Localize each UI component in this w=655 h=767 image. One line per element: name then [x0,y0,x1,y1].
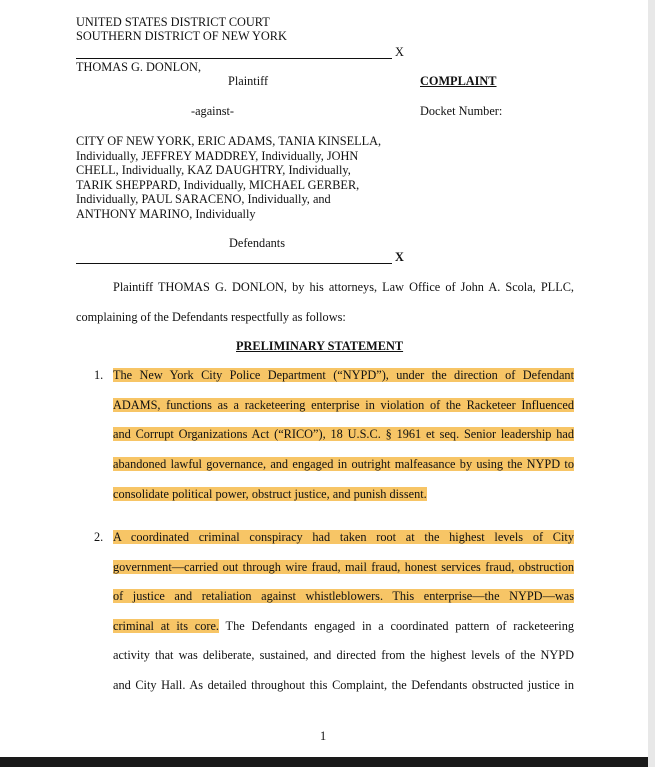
caption-bottom-rule [76,263,392,264]
highlighted-text: A coordinated criminal conspiracy had taken root at the highest levels of City [113,530,574,544]
highlighted-text: ADAMS, functions as a racketeering enterprise in violation of the Racketeer Influenced [113,398,574,412]
court-name-line1: UNITED STATES DISTRICT COURT [76,15,270,29]
intro-line2: complaining of the Defendants respectfully as follows: [76,310,346,324]
paragraph-line [113,529,574,546]
paragraph-line [113,618,574,635]
paragraph-number: 2. [94,530,104,544]
paragraph-line: and City Hall. As detailed throughout this Complaint, the Defendants obstructed justice in [113,678,574,692]
defendants-line: CITY OF NEW YORK, ERIC ADAMS, TANIA KINSELLA, [76,134,382,148]
highlighted-text: criminal at its core. [113,619,220,633]
highlighted-text: government—carried out through wire fraud, mail fraud, honest services fraud, obstruction [113,560,574,574]
intro-line1: Plaintiff THOMAS G. DONLON, by his attorneys, Law Office of John A. Scola, PLLC, [113,280,574,294]
docket-number-label: Docket Number: [420,104,503,118]
defendants-role: Defendants [229,236,285,250]
paragraph-line [113,426,574,443]
paragraph-number: 1. [94,368,104,382]
defendants-line: ANTHONY MARINO, Individually [76,207,256,221]
court-name-line2: SOUTHERN DISTRICT OF NEW YORK [76,29,287,43]
against-label: -against- [191,104,235,118]
section-heading: PRELIMINARY STATEMENT [236,339,404,353]
highlighted-text: consolidate political power, obstruct justice, and punish dissent. [113,487,427,501]
paragraph-line [113,588,574,605]
defendants-line: TARIK SHEPPARD, Individually, MICHAEL GERBER, [76,178,360,192]
plain-text: The Defendants engaged in a coordinated pattern of racketeering [219,619,574,633]
page-number: 1 [320,729,327,743]
caption-x-mark-bottom: X [395,250,404,264]
highlighted-text: The New York City Police Department (“NYPD”), under the direction of Defendant [113,368,574,382]
plaintiff-name: THOMAS G. DONLON, [76,60,202,74]
highlighted-text: and Corrupt Organizations Act (“RICO”), 18 U.S.C. § 1961 et seq. Senior leadership had [113,427,574,441]
caption-x-mark-top: X [395,45,404,59]
highlighted-text: abandoned lawful governance, and engaged in outright malfeasance by using the NYPD to [113,457,574,471]
defendants-line: Individually, PAUL SARACENO, Individually, and [76,192,331,206]
paragraph-line [113,367,574,384]
caption-top-rule [76,58,392,59]
paragraph-line [113,486,574,503]
defendants-line: CHELL, Individually, KAZ DAUGHTRY, Individually, [76,163,351,177]
plaintiff-role: Plaintiff [228,74,269,88]
document-type-title: COMPLAINT [420,74,497,88]
paragraph-line [113,456,574,473]
highlighted-text: of justice and retaliation against whistleblowers. This enterprise—the NYPD—was [113,589,574,603]
paragraph-line [113,397,574,414]
window-edge [648,0,655,767]
paragraph-line [113,559,574,576]
paragraph-line: activity that was deliberate, sustained, and directed from the highest levels of the NYPD [113,648,574,662]
defendants-line: Individually, JEFFREY MADDREY, Individually, JOHN [76,149,359,163]
